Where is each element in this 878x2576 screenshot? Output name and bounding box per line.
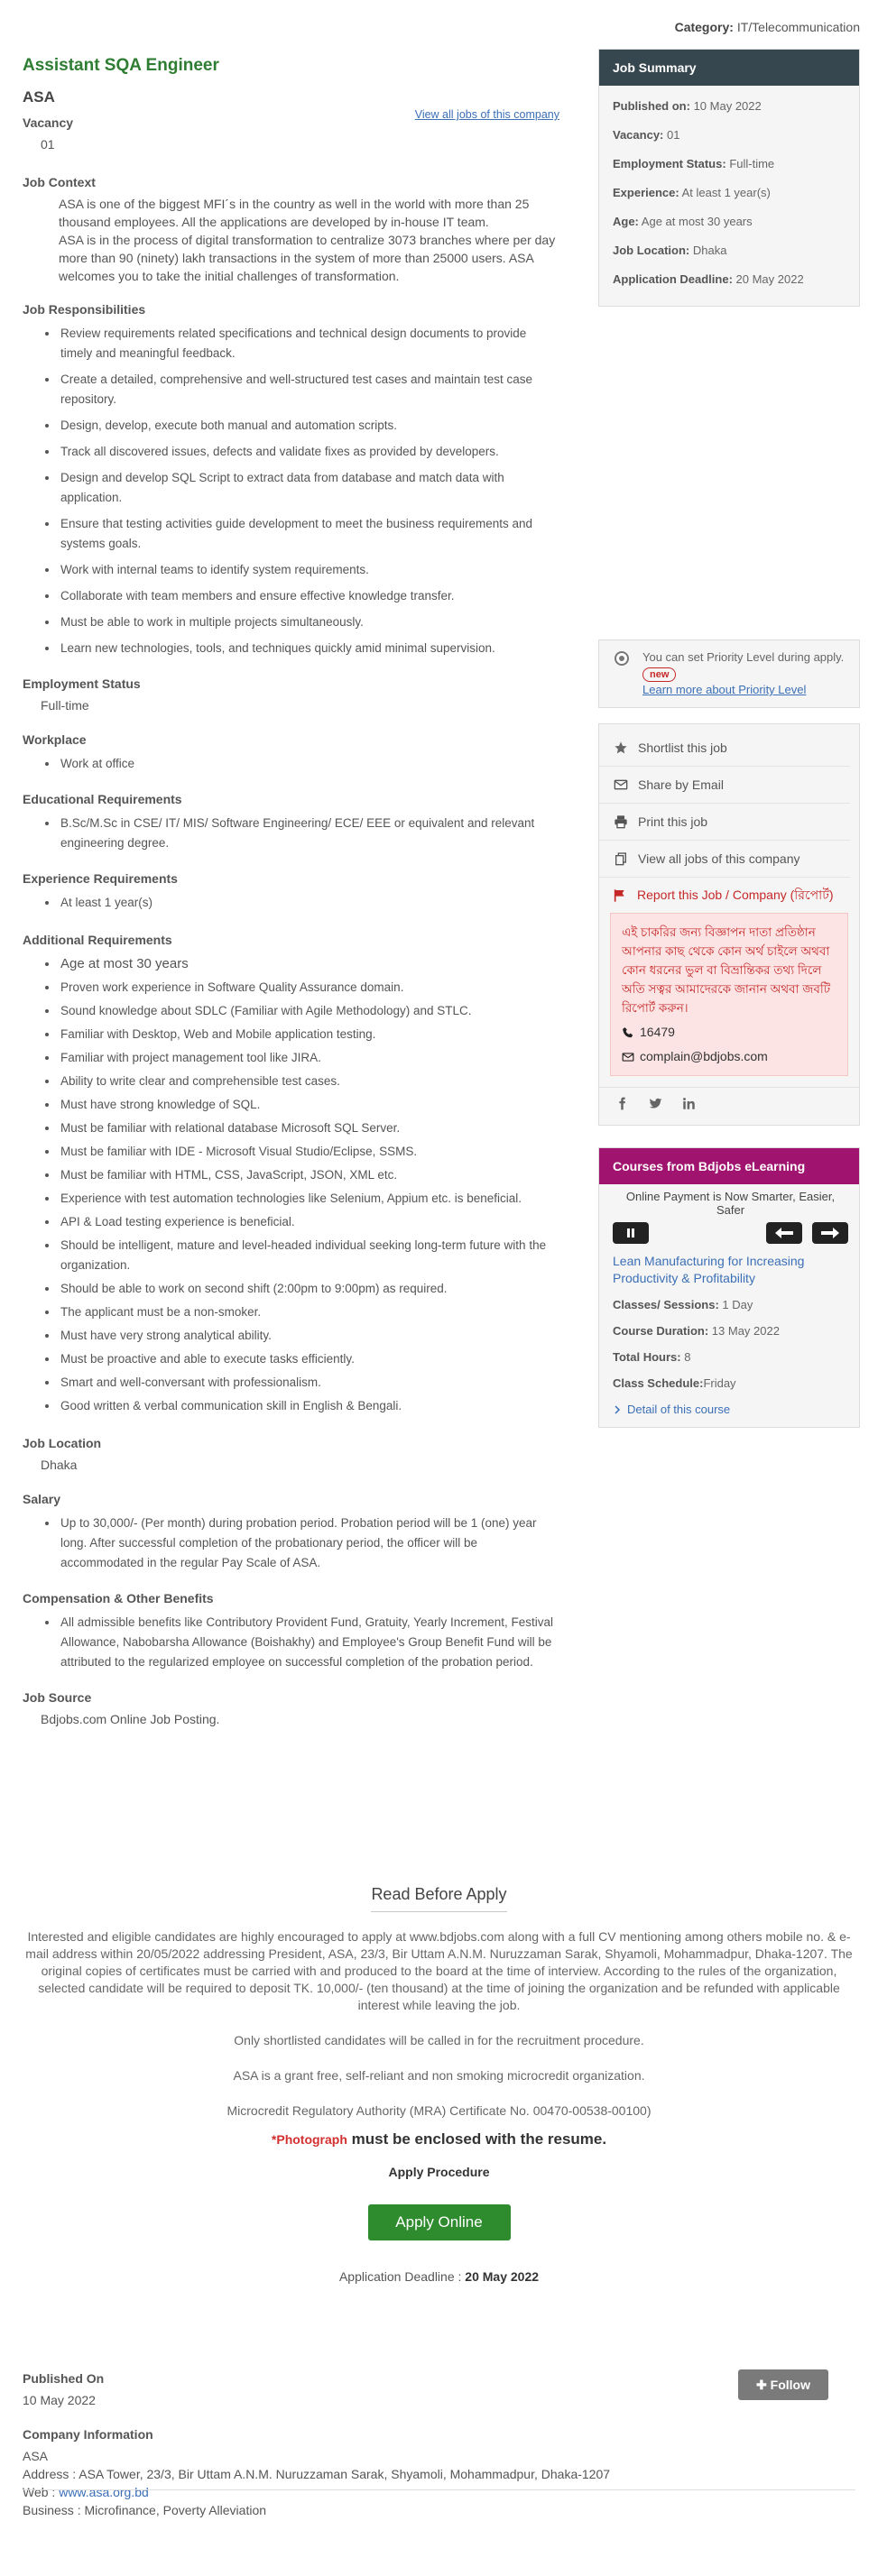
apply-instructions: Interested and eligible candidates are highly encouraged to apply at www.bdjobs.com along with a full CV mentioning among others mobile no. & e-mail address within 20/05/2022 addressing President, ASA, 23/3, Bir Uttam A.N.M. Nuruzzaman Sarak, Shyamoli, Mohammadpur, Dhaka-1207. The original copies of certificates must be carried with and produced to the board at the time of interview. According to the rules of the organization, selected candidate will be required to deposit TK. 10,000/- (ten thousand) at the time of joining the organization and be refunded with applicable interest while leaving the job. — [25, 1929, 853, 2012]
envelope-icon — [614, 777, 628, 792]
list-item: • Good written & verbal communication skill in English & Bengali. — [59, 1396, 559, 1416]
flag-icon — [613, 888, 627, 903]
follow-button[interactable] — [738, 2369, 828, 2400]
summary-row — [613, 156, 846, 171]
section-heading: Additional Requirements — [23, 933, 172, 947]
responsibilities-section — [23, 302, 559, 658]
list-item: • Sound knowledge about SDLC (Familiar with Agile Methodology) and STLC. — [59, 1001, 559, 1021]
hotline-number: 16479 — [640, 1025, 675, 1039]
twitter-icon[interactable] — [649, 1097, 662, 1110]
list-item: • Design, develop, execute both manual and automation scripts. — [59, 416, 559, 436]
course-value: Friday — [703, 1376, 736, 1390]
list-item: • Familiar with project management tool like JIRA. — [59, 1048, 559, 1068]
additional-section — [23, 933, 559, 1416]
share-email-button[interactable] — [599, 767, 850, 804]
course-row — [613, 1324, 848, 1338]
course-label: Classes/ Sessions: — [613, 1298, 719, 1311]
course-row — [613, 1298, 848, 1311]
social-share — [599, 1087, 859, 1119]
list-item: • Must be able to work in multiple projects simultaneously. — [59, 612, 559, 632]
source-section — [23, 1690, 559, 1726]
summary-row — [613, 185, 846, 200]
context-text: ASA is in the process of digital transformation to centralize 3073 branches where per day more than 90 (ninety) lakh transactions in the system of more than 25000 users. ASA welcomes you to take the initial challenges of transformation. — [59, 233, 556, 283]
report-label: Report this Job / Company (রিপোর্ট) — [637, 888, 834, 902]
company-info-section — [23, 2348, 855, 2519]
location-section — [23, 1436, 559, 1472]
arrow-left-icon — [774, 1227, 794, 1239]
benefits-section — [23, 1591, 559, 1672]
fraud-notice-text: এই চাকরির জন্য বিজ্ঞাপন দাতা প্রতিষ্ঠান আপনার কাছ থেকে কোন অর্থ চাইলে অথবা কোন ধরনের ভুল বা বিভ্রান্তিকর তথ্য দিলে অতি সত্বর আমাদেরকে জানান অথবা জবটি রিপোর্ট করুন। — [622, 925, 831, 1015]
summary-value: At least 1 year(s) — [681, 186, 771, 199]
course-row — [613, 1376, 848, 1390]
source-value: Bdjobs.com Online Job Posting. — [41, 1712, 220, 1726]
list-item: • Must have very strong analytical ability. — [59, 1326, 559, 1346]
section-heading: Vacancy — [23, 115, 74, 130]
sidebar — [598, 49, 860, 1416]
divider — [23, 2489, 855, 2490]
course-detail-label: Detail of this course — [627, 1403, 731, 1416]
organization-notice: ASA is a grant free, self-reliant and non smoking microcredit organization. — [233, 2068, 645, 2083]
employment-section — [23, 676, 559, 713]
course-label: Class Schedule: — [613, 1376, 704, 1390]
list-item: • Ability to write clear and comprehensible test cases. — [59, 1072, 559, 1091]
prev-button[interactable] — [766, 1222, 802, 1244]
list-item: • Ensure that testing activities guide development to meet the business requirements and systems goals. — [59, 514, 559, 554]
print-label: Print this job — [638, 814, 708, 829]
context-section — [23, 175, 559, 285]
carousel-nav — [766, 1222, 848, 1244]
courses-tagline: Online Payment is Now Smarter, Easier, Safer — [625, 1190, 836, 1217]
vacancy-value: 01 — [41, 137, 55, 152]
education-section — [23, 792, 559, 853]
workplace-section — [23, 732, 559, 774]
list-item: • API & Load testing experience is beneficial. — [59, 1212, 559, 1232]
job-title: Assistant SQA Engineer — [23, 56, 219, 75]
job-details — [23, 56, 559, 1726]
job-summary-body — [599, 86, 859, 306]
employment-value: Full-time — [41, 698, 89, 713]
priority-learn-more-link[interactable]: Learn more about Priority Level — [642, 683, 807, 696]
list-item: • Work with internal teams to identify system requirements. — [59, 560, 559, 580]
linkedin-icon[interactable] — [682, 1097, 696, 1110]
summary-label: Job Location: — [613, 244, 690, 257]
salary-list — [59, 1513, 559, 1573]
star-icon — [614, 741, 628, 755]
list-item: • Design and develop SQL Script to extract data from database and match data with application. — [59, 468, 559, 508]
application-deadline — [23, 2269, 855, 2284]
pause-button[interactable] — [613, 1222, 649, 1244]
complaint-email[interactable] — [622, 1047, 836, 1066]
printer-icon — [614, 814, 628, 829]
company-name: ASA — [23, 88, 55, 106]
summary-value: 01 — [667, 128, 680, 142]
mra-certificate: Microcredit Regulatory Authority (MRA) Certificate No. 00470-00538-00100) — [226, 2103, 652, 2118]
list-item: • Must be familiar with relational database Microsoft SQL Server. — [59, 1118, 559, 1138]
course-title-link[interactable]: Lean Manufacturing for Increasing Productivity & Profitability — [613, 1254, 805, 1285]
course-value: 13 May 2022 — [711, 1324, 780, 1338]
carousel-controls — [613, 1222, 848, 1244]
list-item: • B.Sc/M.Sc in CSE/ IT/ MIS/ Software Engineering/ ECE/ EEE or equivalent and relevant engineering degree. — [59, 814, 559, 853]
summary-label: Vacancy: — [613, 128, 664, 142]
category-label: Category: — [674, 20, 734, 34]
course-row — [613, 1350, 848, 1364]
apply-online-button[interactable]: Apply Online — [368, 2204, 511, 2240]
courses-body — [599, 1184, 859, 1427]
facebook-icon[interactable] — [615, 1097, 629, 1110]
location-value: Dhaka — [41, 1458, 78, 1472]
share-label: Share by Email — [638, 777, 724, 792]
additional-list — [59, 954, 559, 1416]
web-label: Web : — [23, 2485, 60, 2499]
course-label: Course Duration: — [613, 1324, 709, 1338]
summary-label: Experience: — [613, 186, 679, 199]
company-info-heading: Company Information — [23, 2427, 153, 2442]
hotline — [622, 1023, 836, 1042]
photograph-text: must be enclosed with the resume. — [347, 2130, 607, 2148]
arrow-right-icon — [820, 1227, 840, 1239]
list-item: • Smart and well-conversant with professionalism. — [59, 1373, 559, 1393]
list-item: • Up to 30,000/- (Per month) during probation period. Probation period will be 1 (one) year long. After successful completion of the probationary period, the officer will be accommodated in the regular Pay Scale of ASA. — [59, 1513, 559, 1573]
list-item: • Must be familiar with IDE - Microsoft Visual Studio/Eclipse, SSMS. — [59, 1142, 559, 1162]
priority-text: You can set Priority Level during apply. — [642, 650, 845, 664]
priority-level-box — [598, 639, 860, 708]
published-date: 10 May 2022 — [23, 2393, 96, 2407]
education-list — [59, 814, 559, 853]
company-name: ASA — [23, 2449, 49, 2463]
course-value: 8 — [684, 1350, 691, 1364]
view-all-jobs-link[interactable]: View all jobs of this company — [414, 108, 559, 121]
company-web — [23, 2483, 855, 2501]
section-heading: Experience Requirements — [23, 871, 178, 886]
section-heading: Educational Requirements — [23, 792, 182, 806]
plus-icon: ✚ — [756, 2378, 771, 2392]
summary-row — [613, 243, 846, 258]
summary-row — [613, 214, 846, 229]
course-value: 1 Day — [722, 1298, 753, 1311]
section-heading: Compensation & Other Benefits — [23, 1591, 214, 1605]
course-label: Total Hours: — [613, 1350, 681, 1364]
list-item: • Work at office — [59, 754, 559, 774]
course-detail-link[interactable] — [613, 1403, 848, 1416]
job-actions-box — [598, 723, 860, 1126]
list-item: • Review requirements related specifications and technical design documents to provide timely and meaningful feedback. — [59, 324, 559, 363]
published-heading: Published On — [23, 2371, 105, 2386]
shortlist-button[interactable] — [599, 730, 850, 767]
view-all-label: View all jobs of this company — [638, 851, 800, 866]
company-business: Business : Microfinance, Poverty Alleviation — [23, 2503, 267, 2517]
photograph-label: *Photograph — [271, 2132, 347, 2147]
list-item: • Must be proactive and able to execute tasks efficiently. — [59, 1349, 559, 1369]
summary-label: Employment Status: — [613, 157, 726, 170]
category — [675, 20, 860, 34]
shortlist-label: Shortlist this job — [638, 741, 727, 755]
read-before-apply — [23, 1885, 855, 2284]
experience-section — [23, 871, 559, 913]
section-heading: Job Source — [23, 1690, 92, 1705]
summary-value: Age at most 30 years — [641, 215, 753, 228]
envelope-icon — [622, 1051, 634, 1063]
summary-label: Published on: — [613, 99, 690, 113]
radio-icon — [615, 651, 629, 666]
category-value: IT/Telecommunication — [736, 20, 860, 34]
read-before-apply-heading: Read Before Apply — [371, 1885, 506, 1912]
section-heading: Employment Status — [23, 676, 141, 691]
list-item: • Track all discovered issues, defects and validate fixes as provided by developers. — [59, 442, 559, 462]
phone-icon — [622, 1026, 634, 1039]
summary-value: 20 May 2022 — [735, 272, 804, 286]
fraud-notice — [610, 913, 848, 1076]
list-item: • Age at most 30 years — [59, 954, 559, 974]
list-item: • Must have strong knowledge of SQL. — [59, 1095, 559, 1115]
list-item: • Must be familiar with HTML, CSS, JavaScript, JSON, XML etc. — [59, 1165, 559, 1185]
summary-value: Dhaka — [692, 244, 727, 257]
job-summary-heading: Job Summary — [599, 50, 859, 86]
view-all-jobs-button[interactable] — [599, 841, 850, 878]
deadline-label: Application Deadline : — [338, 2269, 466, 2284]
list-item: • At least 1 year(s) — [59, 893, 559, 913]
job-summary-box — [598, 49, 860, 307]
workplace-list — [59, 754, 559, 774]
courses-box — [598, 1147, 860, 1428]
deadline-value: 20 May 2022 — [465, 2269, 540, 2284]
responsibilities-list — [59, 324, 559, 658]
chevron-right-icon — [613, 1405, 622, 1414]
experience-list — [59, 893, 559, 913]
salary-section — [23, 1492, 559, 1573]
benefits-list — [59, 1613, 559, 1672]
photograph-notice — [23, 2130, 855, 2148]
section-heading: Workplace — [23, 732, 87, 747]
summary-value: 10 May 2022 — [693, 99, 762, 113]
courses-heading: Courses from Bdjobs eLearning — [599, 1148, 859, 1184]
company-website-link[interactable]: www.asa.org.bd — [59, 2485, 149, 2499]
summary-label: Age: — [613, 215, 639, 228]
context-text: ASA is one of the biggest MFI´s in the country as well in the world with more than 25 thousand employees. All the applications are developed by in-house IT team. — [59, 197, 530, 229]
new-badge: new — [642, 667, 676, 682]
list-item: • Learn new technologies, tools, and techniques quickly amid minimal supervision. — [59, 639, 559, 658]
section-heading: Job Responsibilities — [23, 302, 146, 317]
summary-row — [613, 98, 846, 114]
report-job-link[interactable] — [599, 878, 850, 913]
complaint-email-address: complain@bdjobs.com — [640, 1049, 768, 1063]
pause-icon — [625, 1228, 636, 1238]
list-item: • Experience with test automation technologies like Selenium, Appium etc. is beneficial. — [59, 1189, 559, 1209]
shortlist-notice: Only shortlisted candidates will be called in for the recruitment procedure. — [234, 2033, 644, 2047]
summary-value: Full-time — [729, 157, 775, 170]
list-item: • Should be intelligent, mature and level-headed individual seeking long-term future with the organization. — [59, 1236, 559, 1275]
list-item: • Familiar with Desktop, Web and Mobile application testing. — [59, 1025, 559, 1044]
next-button[interactable] — [812, 1222, 848, 1244]
follow-label: Follow — [770, 2378, 810, 2392]
company-address: Address : ASA Tower, 23/3, Bir Uttam A.N.M. Nuruzzaman Sarak, Shyamoli, Mohammadpur, Dhaka-1207 — [23, 2467, 611, 2481]
print-button[interactable] — [599, 804, 850, 841]
summary-label: Application Deadline: — [613, 272, 733, 286]
section-heading: Salary — [23, 1492, 61, 1506]
summary-row — [613, 127, 846, 143]
vacancy-section — [23, 115, 559, 152]
list-item: • Collaborate with team members and ensure effective knowledge transfer. — [59, 586, 559, 606]
list-item: • Proven work experience in Software Quality Assurance domain. — [59, 978, 559, 998]
copy-icon — [614, 851, 628, 866]
list-item: • The applicant must be a non-smoker. — [59, 1302, 559, 1322]
section-heading: Job Location — [23, 1436, 102, 1450]
apply-procedure-heading: Apply Procedure — [388, 2165, 490, 2179]
list-item: • Create a detailed, comprehensive and well-structured test cases and maintain test case repository. — [59, 370, 559, 409]
section-heading: Job Context — [23, 175, 96, 189]
list-item: • Should be able to work on second shift (2:00pm to 9:00pm) as required. — [59, 1279, 559, 1299]
list-item: • All admissible benefits like Contributory Provident Fund, Gratuity, Yearly Increment, Festival Allowance, Nabobarsha Allowance (Boishakhy) and Employee's Group Benefit Fund will be attributed to the regularized employee on successful completion of the probation period. — [59, 1613, 559, 1672]
summary-row — [613, 271, 846, 287]
